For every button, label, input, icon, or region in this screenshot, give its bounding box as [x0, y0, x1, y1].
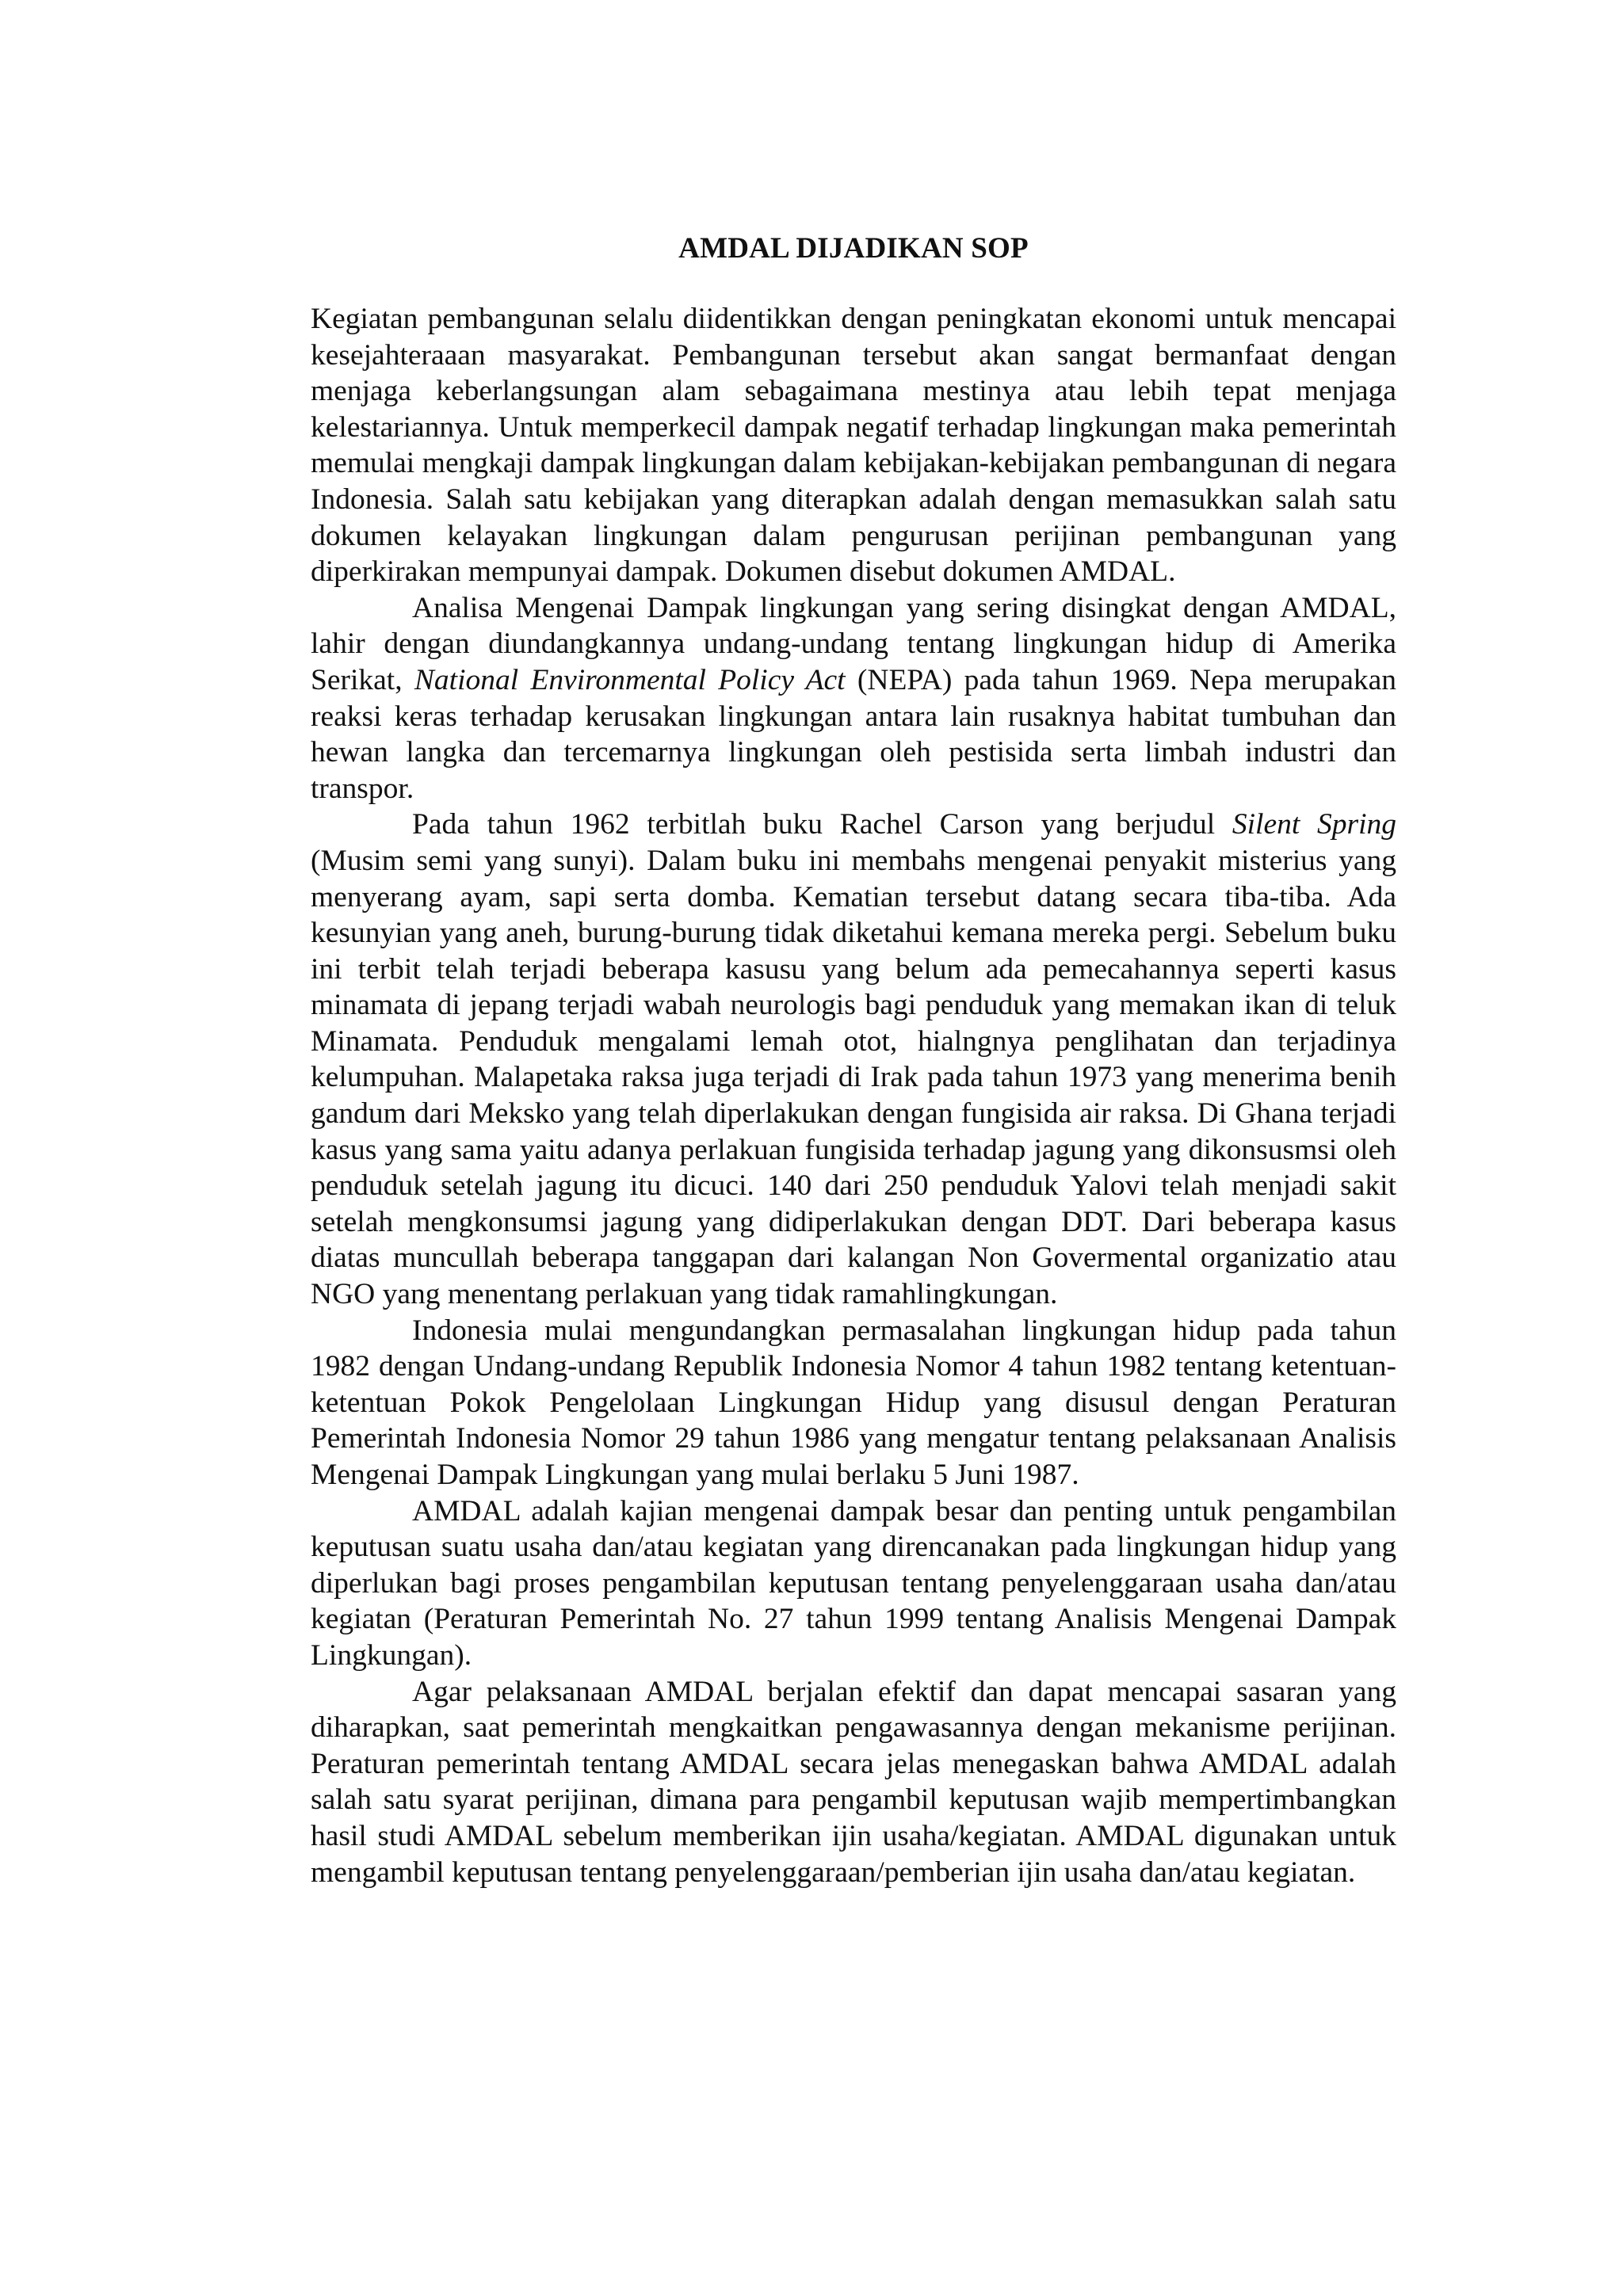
paragraph-1: Kegiatan pembangunan selalu diidentikkan dengan peningkatan ekonomi untuk mencapai kesejahteraaan masyarakat. Pembangunan tersebut akan sangat bermanfaat dengan menjaga keberlangsungan alam sebagaimana mestinya atau lebih tepat menjaga kelestariannya. Untuk memperkecil dampak negatif terhadap lingkungan maka pemerintah memulai mengkaji dampak lingkungan dalam kebijakan-kebijakan pembangunan di negara Indonesia. Salah satu kebijakan yang diterapkan adalah dengan memasukkan salah satu dokumen kelayakan lingkungan dalam pengurusan perijinan pembangunan yang diperkirakan mempunyai dampak. Dokumen disebut dokumen AMDAL.	[311, 303, 1396, 589]
document-page	[311, 231, 1396, 1890]
paragraph-3-italic: Silent Spring	[1232, 808, 1396, 841]
paragraph-2-italic: National Environmental Policy Act	[414, 663, 846, 696]
document-title: AMDAL DIJADIKAN SOP	[678, 232, 1029, 265]
paragraph-2-text-a: Analisa Mengenai Dampak lingkungan yang sering disingkat dengan AMDAL, lahir dengan diundangkannya undang-undang tentang lingkungan hidup di Amerika Serikat,	[311, 591, 1396, 696]
paragraph-4: Indonesia mulai mengundangkan permasalahan lingkungan hidup pada tahun 1982 dengan Undang-undang Republik Indonesia Nomor 4 tahun 1982 tentang ketentuan-ketentuan Pokok Pengelolaan Lingkungan Hidup yang disusul dengan Peraturan Pemerintah Indonesia Nomor 29 tahun 1986 yang mengatur tentang pelaksanaan Analisis Mengenai Dampak Lingkungan yang mulai berlaku 5 Juni 1987.	[311, 1314, 1396, 1491]
paragraph-2	[311, 590, 1396, 807]
paragraph-3-text-a: Pada tahun 1962 terbitlah buku Rachel Carson yang berjudul	[412, 808, 1232, 841]
paragraph-6: Agar pelaksanaan AMDAL berjalan efektif dan dapat mencapai sasaran yang diharapkan, saat pemerintah mengkaitkan pengawasannya dengan mekanisme perijinan. Peraturan pemerintah tentang AMDAL secara jelas menegaskan bahwa AMDAL adalah salah satu syarat perijinan, dimana para pengambil keputusan wajib mempertimbangkan hasil studi AMDAL sebelum memberikan ijin usaha/kegiatan. AMDAL digunakan untuk mengambil keputusan tentang penyelenggaraan/pemberian ijin usaha dan/atau kegiatan.	[311, 1675, 1396, 1889]
paragraph-2-text-b: (NEPA) pada tahun 1969. Nepa merupakan reaksi keras terhadap kerusakan lingkungan antara lain rusaknya habitat tumbuhan dan hewan langka dan tercemarnya lingkungan oleh pestisida serta limbah industri dan transpor.	[311, 663, 1396, 805]
paragraph-5: AMDAL adalah kajian mengenai dampak besar dan penting untuk pengambilan keputusan suatu usaha dan/atau kegiatan yang direncanakan pada lingkungan hidup yang diperlukan bagi proses pengambilan keputusan tentang penyelenggaraan usaha dan/atau kegiatan (Peraturan Pemerintah No. 27 tahun 1999 tentang Analisis Mengenai Dampak Lingkungan).	[311, 1494, 1396, 1672]
paragraph-3-text-b: (Musim semi yang sunyi). Dalam buku ini membahs mengenai penyakit misterius yang menyerang ayam, sapi serta domba. Kematian tersebut datang secara tiba-tiba. Ada kesunyian yang aneh, burung-burung tidak diketahui kemana mereka pergi. Sebelum buku ini terbit telah terjadi beberapa kasusu yang belum ada pemecahannya seperti kasus minamata di jepang terjadi wabah neurologis bagi penduduk yang memakan ikan di teluk Minamata. Penduduk mengalami lemah otot, hialngnya penglihatan dan terjadinya kelumpuhan. Malapetaka raksa juga terjadi di Irak pada tahun 1973 yang menerima benih gandum dari Meksko yang telah diperlakukan dengan fungisida air raksa. Di Ghana terjadi kasus yang sama yaitu adanya perlakuan fungisida terhadap jagung yang dikonsusmsi oleh penduduk setelah jagung itu dicuci. 140 dari 250 penduduk Yalovi telah menjadi sakit setelah mengkonsumsi jagung yang didiperlakukan dengan DDT. Dari beberapa kasus diatas muncullah beberapa tanggapan dari kalangan Non Govermental organizatio atau NGO yang menentang perlakuan yang tidak ramahlingkungan.	[311, 844, 1396, 1311]
paragraph-3	[311, 807, 1396, 1312]
